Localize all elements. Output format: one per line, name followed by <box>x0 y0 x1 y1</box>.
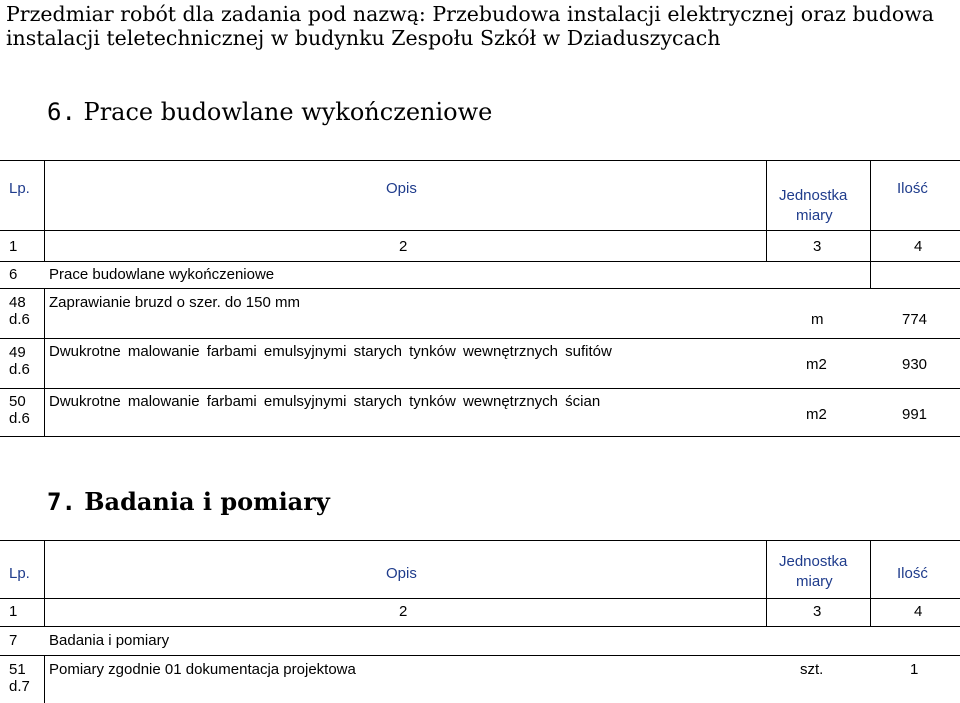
header-miary: miary <box>796 207 833 224</box>
header-ilosc: Ilość <box>897 180 928 197</box>
column-number: 2 <box>399 603 408 620</box>
section-7-heading <box>47 487 330 516</box>
section-title: Prace budowlane wykończeniowe <box>83 98 493 126</box>
row-unit: m2 <box>806 356 827 373</box>
row-description: Dwukrotne malowanie farbami emulsyjnymi starych tynków wewnętrznych ścian <box>49 393 601 410</box>
group-lp: 6 <box>9 266 18 283</box>
row-lp-ref: d.6 <box>9 410 30 427</box>
header-lp: Lp. <box>9 565 30 582</box>
section-6-heading <box>47 98 492 126</box>
row-lp: 50 <box>9 393 26 410</box>
row-lp: 51 <box>9 661 26 678</box>
row-quantity: 774 <box>902 311 928 328</box>
column-number: 3 <box>813 603 822 620</box>
row-description: Dwukrotne malowanie farbami emulsyjnymi starych tynków wewnętrznych sufitów <box>49 343 612 360</box>
row-lp: 48 <box>9 294 26 311</box>
column-number: 3 <box>813 238 822 255</box>
header-jednostka: Jednostka <box>779 187 848 204</box>
group-label: Prace budowlane wykończeniowe <box>49 266 275 283</box>
column-number: 2 <box>399 238 408 255</box>
section-number: 7. <box>47 488 76 516</box>
section-number: 6. <box>47 98 76 126</box>
row-quantity: 930 <box>902 356 928 373</box>
column-number: 1 <box>9 238 18 255</box>
header-miary: miary <box>796 573 833 590</box>
header-opis: Opis <box>386 180 417 197</box>
row-description: Pomiary zgodnie 01 dokumentacja projektowa <box>49 661 356 678</box>
row-lp-ref: d.7 <box>9 678 30 695</box>
row-quantity: 991 <box>902 406 928 423</box>
header-jednostka: Jednostka <box>779 553 848 570</box>
header-opis: Opis <box>386 565 417 582</box>
row-description: Zaprawianie bruzd o szer. do 150 mm <box>49 294 300 311</box>
row-lp-ref: d.6 <box>9 361 30 378</box>
column-number: 1 <box>9 603 18 620</box>
group-label: Badania i pomiary <box>49 632 170 649</box>
row-quantity: 1 <box>910 661 919 678</box>
column-number: 4 <box>914 238 923 255</box>
document-title: Przedmiar robót dla zadania pod nazwą: Przebudowa instalacji elektrycznej oraz budowa instalacji teletechnicznej w budynku Zespołu Szkół w Dziaduszycach <box>6 2 934 50</box>
header-lp: Lp. <box>9 180 30 197</box>
column-number: 4 <box>914 603 923 620</box>
row-unit: m <box>811 311 824 328</box>
header-ilosc: Ilość <box>897 565 928 582</box>
row-lp-ref: d.6 <box>9 311 30 328</box>
group-lp: 7 <box>9 632 18 649</box>
row-unit: m2 <box>806 406 827 423</box>
section-title: Badania i pomiary <box>84 487 330 516</box>
row-lp: 49 <box>9 344 26 361</box>
row-unit: szt. <box>800 661 824 678</box>
